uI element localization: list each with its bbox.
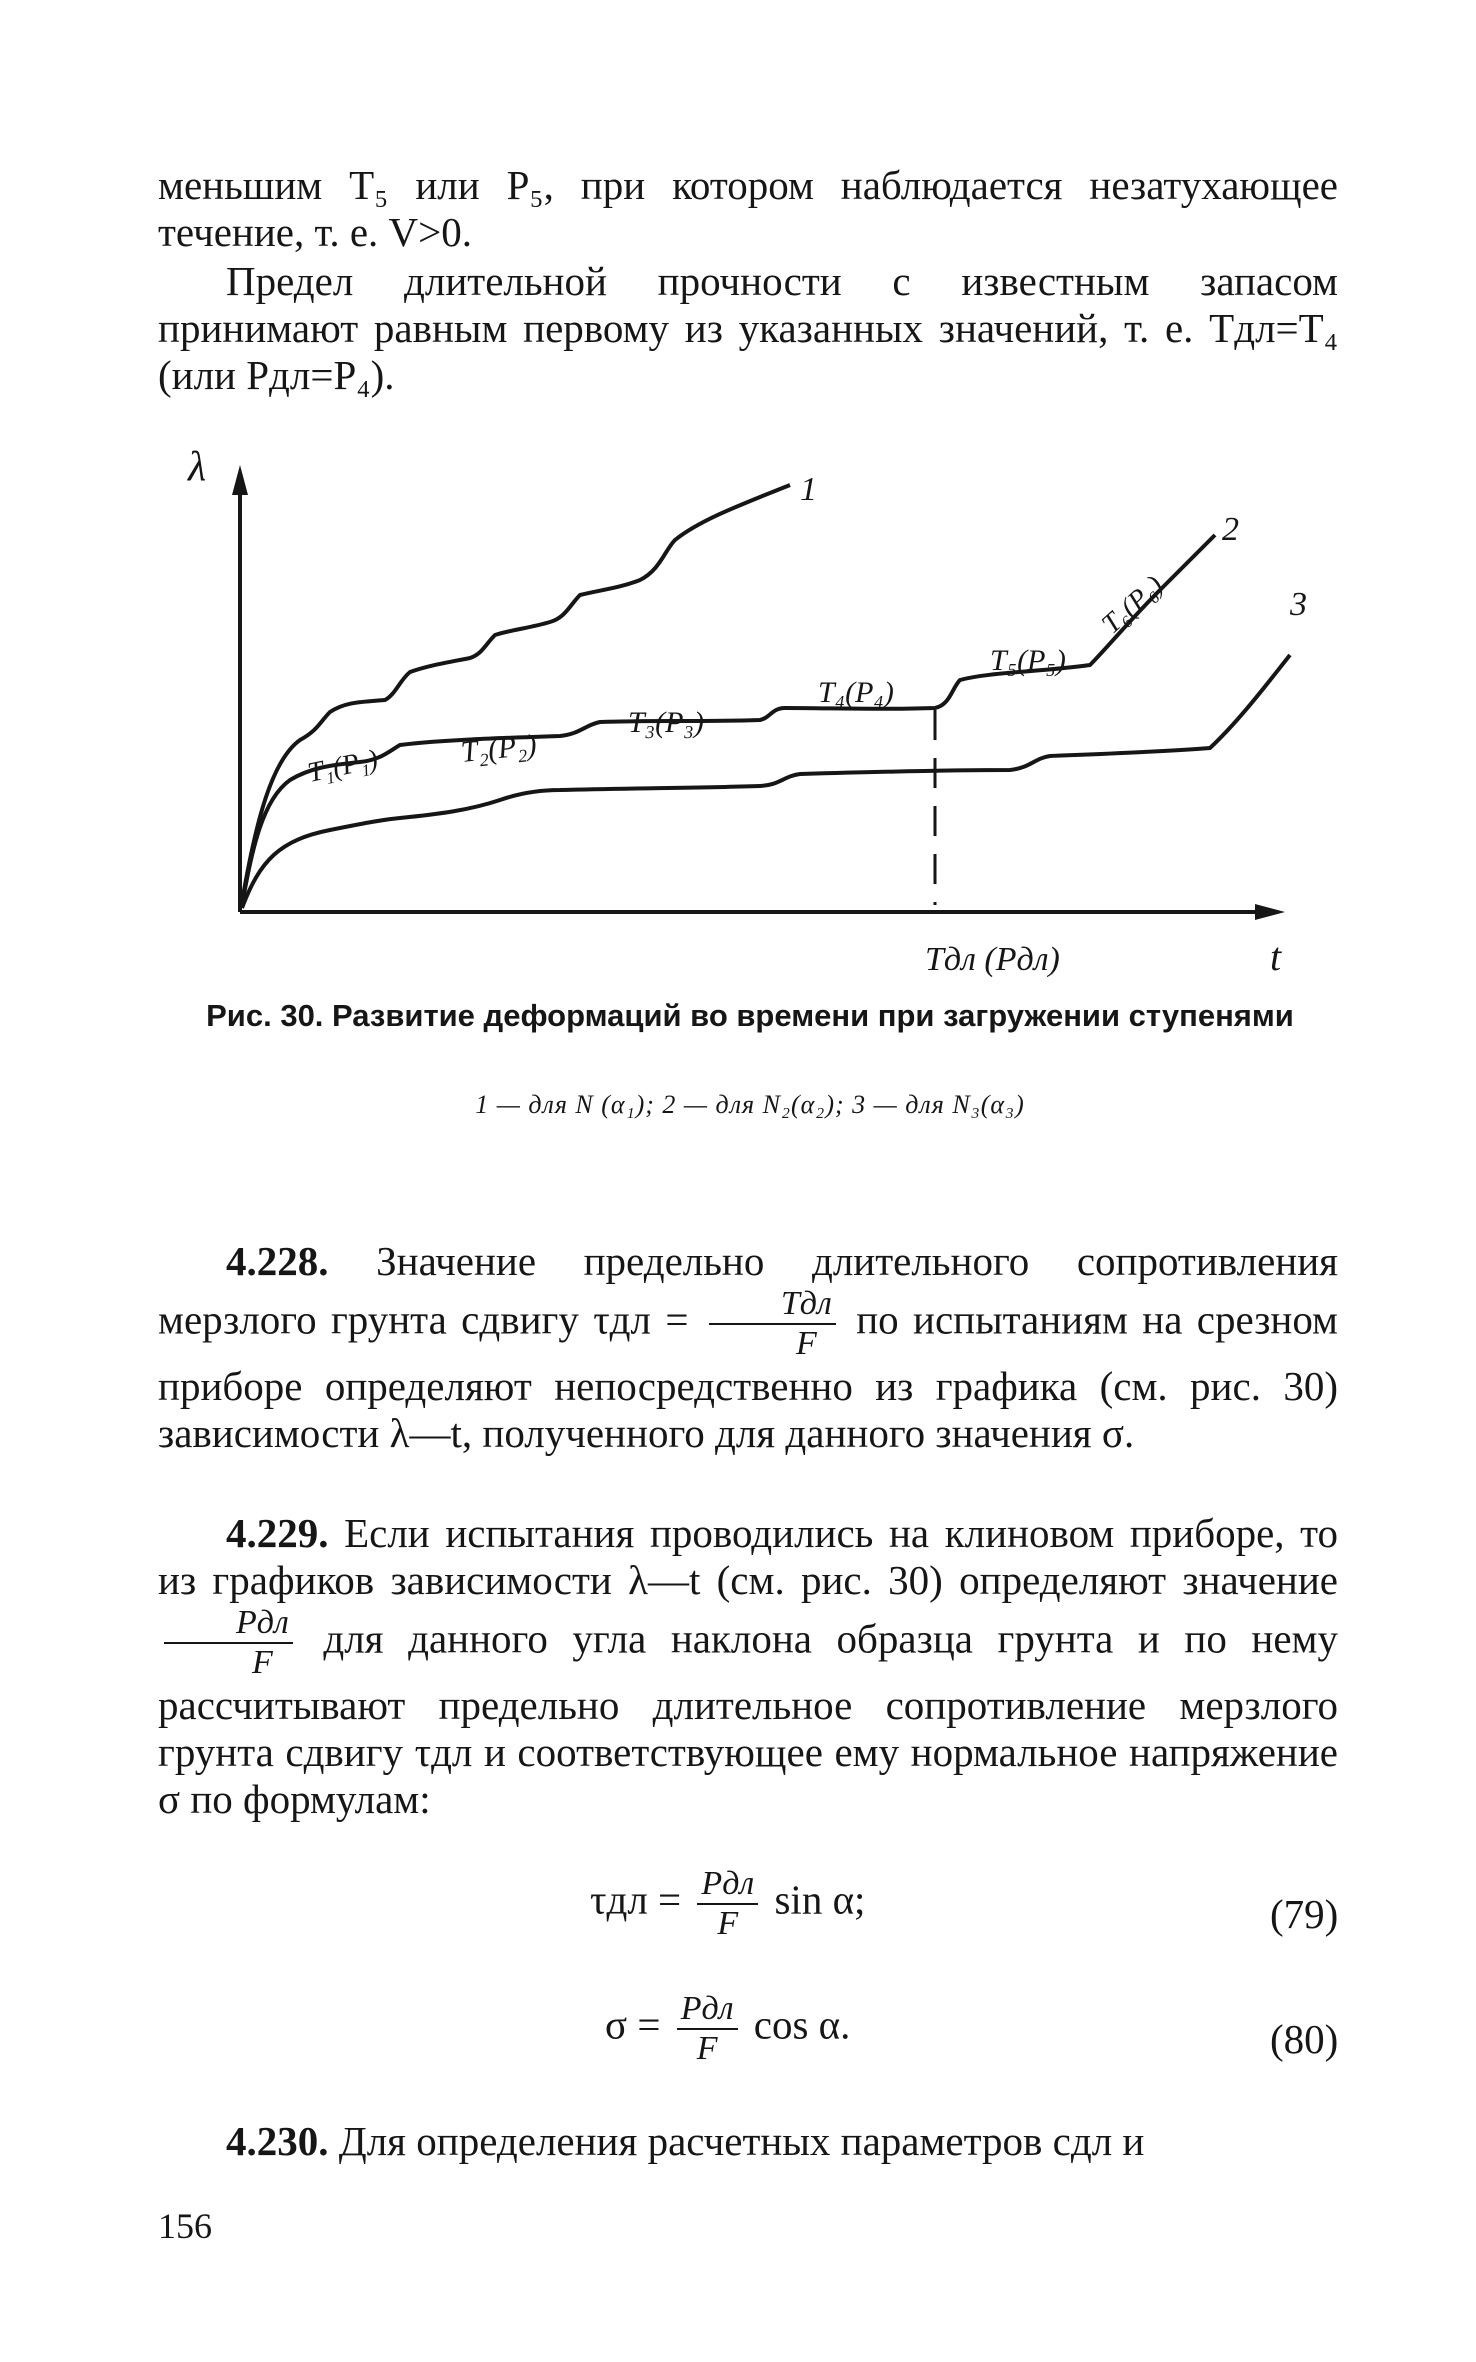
y-axis-label: λ — [188, 444, 207, 490]
x-axis-label: t — [1270, 934, 1282, 979]
fraction-tdl-f: $\frac{\text{Tдл}}{F}$ — [709, 1285, 836, 1363]
step-label-t3: T₃(P₃) — [628, 706, 704, 739]
step-label-t1: T₁(P₁) — [305, 743, 381, 789]
curve-2 — [242, 535, 1215, 905]
equation-79: τдл = $\frac{\text{Pдл}}{F}$ sin α; — [590, 1865, 866, 1942]
curve-2-label: 2 — [1222, 511, 1239, 548]
section-4230: 4.230. Для определения расчетных параметров cдл и — [226, 2118, 1145, 2164]
x-axis-arrow — [1255, 904, 1285, 920]
figure-caption-title: Рис. 30. Развитие деформаций во времени при загружении ступенями — [206, 998, 1294, 1033]
paragraph-strength-limit: Предел длительной прочности с известным запасом принимают равным первому из указанных значений, т. е. Tдл=T₄ (или Pдл=P₄). — [158, 258, 1338, 398]
limit-marker-label: Tдл (Pдл) — [925, 941, 1060, 978]
curve-3-label: 3 — [1290, 586, 1307, 623]
step-label-t4: T₄(P₄) — [818, 676, 894, 709]
section-4228: 4.228. Значение предельно длительного сопротивления мерзлого грунта сдвигу τдл = $\frac{\text{Tдл}}{F}$ по испытаниям на срезном приборе определяют непосредственно из графика (см. рис. 30) зависимости λ—t, полученного для данного значения σ. — [158, 1238, 1339, 1456]
y-axis-arrow — [232, 465, 248, 495]
equation-80-number: (80) — [1270, 2016, 1339, 2062]
paragraph-continuation: меньшим T₅ или P₅, при котором наблюдается незатухающее течение, т. е. V>0. — [158, 162, 1338, 255]
curve-1 — [242, 485, 790, 902]
section-4229-number: 4.229. — [226, 1510, 329, 1556]
curve-3 — [242, 655, 1290, 908]
equation-80: σ = $\frac{\text{Pдл}}{F}$ cos α. — [605, 1990, 851, 2067]
figure-caption-legend: 1 — для N (α₁); 2 — для N₂(α₂); 3 — для N₃(α₃) — [475, 1090, 1025, 1119]
step-label-t5: T₅(P₅) — [990, 644, 1066, 677]
section-4229: 4.229. Если испытания проводились на клиновом приборе, то из графиков зависимости λ—t (см. рис. 30) определяют значение $\frac{\text{Pдл}}{F}$ для данного угла наклона образца грунта и по нему рассчитывают предельно длительное сопротивление мерзлого грунта сдвигу τдл и соответствующее ему нормальное напряжение σ по формулам: — [158, 1510, 1339, 1822]
deformation-chart — [0, 440, 1476, 1300]
step-label-t2: T₂(P₂) — [459, 728, 539, 769]
section-4228-number: 4.228. — [226, 1238, 329, 1284]
fraction-pdl-f: $\frac{\text{Pдл}}{F}$ — [164, 1604, 293, 1682]
section-4230-number: 4.230. — [226, 2118, 329, 2164]
step-label-t6: T₆(P₆) — [1095, 569, 1170, 641]
page-number: 156 — [158, 2206, 212, 2246]
equation-79-number: (79) — [1270, 1891, 1339, 1937]
curve-1-label: 1 — [800, 471, 817, 508]
